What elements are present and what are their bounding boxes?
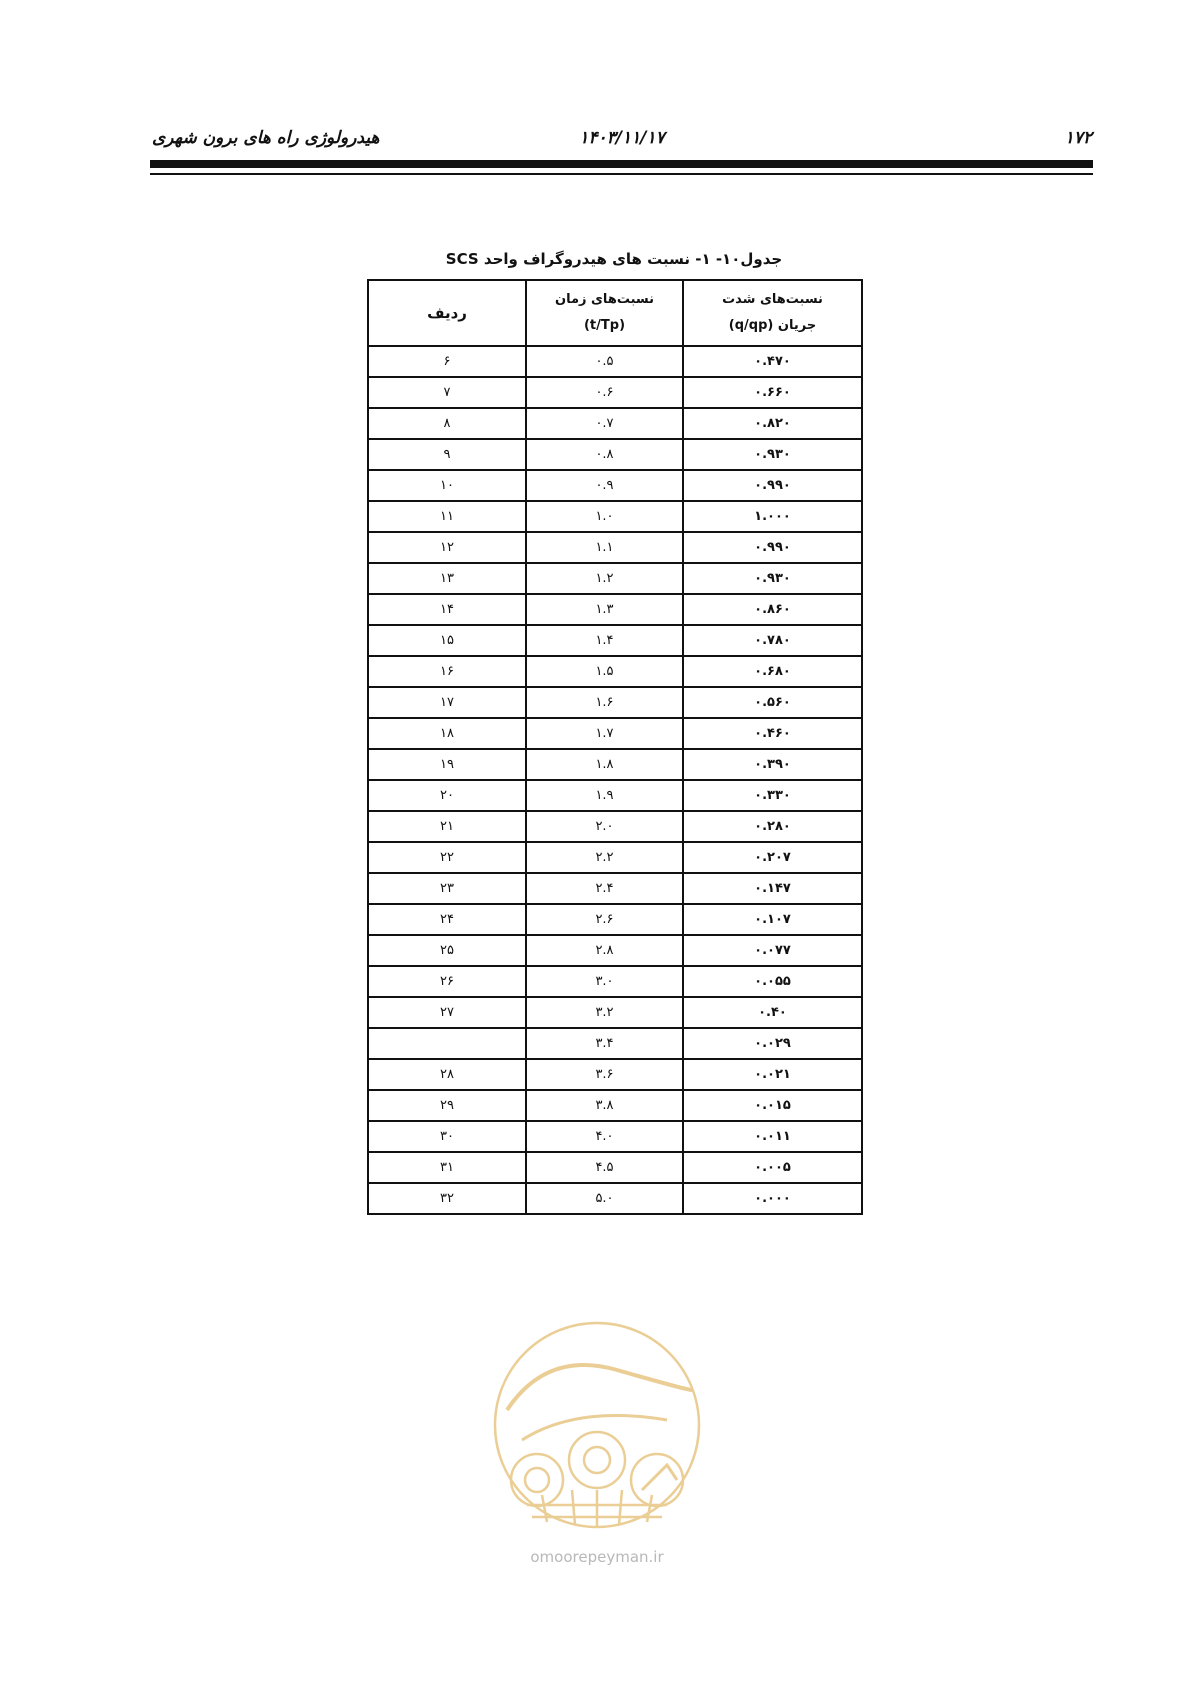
row-number-cell: ۷ <box>368 377 526 408</box>
flow-ratio-cell: ۰.۳۳۰ <box>683 780 862 811</box>
time-ratio-cell: ۱.۳ <box>526 594 683 625</box>
page-header <box>152 128 1092 158</box>
table-row <box>368 687 862 718</box>
time-ratio-cell: ۳.۸ <box>526 1090 683 1121</box>
flow-ratio-cell: ۱.۰۰۰ <box>683 501 862 532</box>
time-ratio-cell: ۴.۰ <box>526 1121 683 1152</box>
flow-ratio-cell: ۰.۶۸۰ <box>683 656 862 687</box>
flow-ratio-cell: ۰.۹۹۰ <box>683 470 862 501</box>
time-ratio-cell: ۱.۴ <box>526 625 683 656</box>
time-ratio-cell: ۱.۲ <box>526 563 683 594</box>
row-number-cell: ۱۹ <box>368 749 526 780</box>
time-ratio-cell: ۲.۸ <box>526 935 683 966</box>
header-time-line2: (t/Tp) <box>583 318 626 333</box>
time-ratio-cell: ۰.۸ <box>526 439 683 470</box>
row-number-cell: ۱۶ <box>368 656 526 687</box>
row-number-cell: ۲۷ <box>368 997 526 1028</box>
header-time-ratio <box>526 280 683 346</box>
row-number-cell: ۱۸ <box>368 718 526 749</box>
table-row <box>368 780 862 811</box>
time-ratio-cell: ۱.۰ <box>526 501 683 532</box>
row-number-cell: ۱۳ <box>368 563 526 594</box>
omoorepeyman-seal-logo <box>487 1310 707 1570</box>
table-row <box>368 439 862 470</box>
table-body <box>368 346 862 1214</box>
header-row-number: ردیف <box>368 280 526 346</box>
time-ratio-cell: ۱.۵ <box>526 656 683 687</box>
page-number: ۱۷۲ <box>1064 128 1092 148</box>
row-number-cell: ۱۴ <box>368 594 526 625</box>
row-number-cell: ۱۰ <box>368 470 526 501</box>
time-ratio-cell: ۴.۵ <box>526 1152 683 1183</box>
time-ratio-cell: ۲.۴ <box>526 873 683 904</box>
table-row <box>368 1028 862 1059</box>
time-ratio-cell: ۰.۵ <box>526 346 683 377</box>
table-row <box>368 625 862 656</box>
table-row <box>368 377 862 408</box>
table-caption: جدول۱۰- ۱- نسبت های هیدروگراف واحد SCS <box>445 250 783 268</box>
header-rule-thin <box>150 173 1093 175</box>
time-ratio-cell: ۱.۷ <box>526 718 683 749</box>
table-row <box>368 873 862 904</box>
table-row <box>368 1121 862 1152</box>
time-ratio-cell: ۲.۰ <box>526 811 683 842</box>
flow-ratio-cell: ۰.۳۹۰ <box>683 749 862 780</box>
flow-ratio-cell: ۰.۴۰ <box>683 997 862 1028</box>
header-rule-thick <box>150 160 1093 168</box>
flow-ratio-cell: ۰.۲۰۷ <box>683 842 862 873</box>
row-number-cell: ۳۰ <box>368 1121 526 1152</box>
header-flow-line2: جریان (q/qp) <box>728 318 817 333</box>
row-number-cell: ۲۴ <box>368 904 526 935</box>
flow-ratio-cell: ۰.۰۱۱ <box>683 1121 862 1152</box>
flow-ratio-cell: ۰.۷۸۰ <box>683 625 862 656</box>
table-row <box>368 1059 862 1090</box>
time-ratio-cell: ۰.۶ <box>526 377 683 408</box>
table-row <box>368 997 862 1028</box>
time-ratio-cell: ۳.۰ <box>526 966 683 997</box>
flow-ratio-cell: ۰.۲۸۰ <box>683 811 862 842</box>
row-number-cell: ۱۱ <box>368 501 526 532</box>
table-row <box>368 1183 862 1214</box>
time-ratio-cell: ۲.۶ <box>526 904 683 935</box>
table-row <box>368 470 862 501</box>
flow-ratio-cell: ۰.۹۳۰ <box>683 563 862 594</box>
row-number-cell: ۹ <box>368 439 526 470</box>
book-title: هیدرولوژی راه های برون شهری <box>152 128 380 148</box>
time-ratio-cell: ۳.۶ <box>526 1059 683 1090</box>
row-number-cell: ۲۵ <box>368 935 526 966</box>
flow-ratio-cell: ۰.۰۷۷ <box>683 935 862 966</box>
header-flow-ratio <box>683 280 862 346</box>
table-row <box>368 935 862 966</box>
flow-ratio-cell: ۰.۶۶۰ <box>683 377 862 408</box>
table-row <box>368 1090 862 1121</box>
flow-ratio-cell: ۰.۰۰۵ <box>683 1152 862 1183</box>
row-number-cell: ۲۲ <box>368 842 526 873</box>
row-number-cell: ۳۱ <box>368 1152 526 1183</box>
row-number-cell: ۱۷ <box>368 687 526 718</box>
table-row <box>368 1152 862 1183</box>
row-number-cell <box>368 1028 526 1059</box>
flow-ratio-cell: ۰.۰۲۱ <box>683 1059 862 1090</box>
time-ratio-cell: ۱.۹ <box>526 780 683 811</box>
flow-ratio-cell: ۰.۹۹۰ <box>683 532 862 563</box>
table-row <box>368 811 862 842</box>
flow-ratio-cell: ۰.۰۰۰ <box>683 1183 862 1214</box>
flow-ratio-cell: ۰.۱۰۷ <box>683 904 862 935</box>
row-number-cell: ۲۶ <box>368 966 526 997</box>
row-number-cell: ۱۲ <box>368 532 526 563</box>
time-ratio-cell: ۲.۲ <box>526 842 683 873</box>
table-row <box>368 346 862 377</box>
flow-ratio-cell: ۰.۸۲۰ <box>683 408 862 439</box>
row-number-cell: ۶ <box>368 346 526 377</box>
table-row <box>368 966 862 997</box>
table-row <box>368 563 862 594</box>
row-number-cell: ۸ <box>368 408 526 439</box>
time-ratio-cell: ۵.۰ <box>526 1183 683 1214</box>
flow-ratio-cell: ۰.۹۳۰ <box>683 439 862 470</box>
table-row <box>368 749 862 780</box>
row-number-cell: ۲۳ <box>368 873 526 904</box>
flow-ratio-cell: ۰.۱۴۷ <box>683 873 862 904</box>
table-header-row <box>368 280 862 346</box>
table-row <box>368 408 862 439</box>
time-ratio-cell: ۳.۲ <box>526 997 683 1028</box>
time-ratio-cell: ۰.۹ <box>526 470 683 501</box>
row-number-cell: ۲۰ <box>368 780 526 811</box>
flow-ratio-cell: ۰.۸۶۰ <box>683 594 862 625</box>
row-number-cell: ۲۸ <box>368 1059 526 1090</box>
row-number-cell: ۲۹ <box>368 1090 526 1121</box>
header-flow-line1: نسبت‌های شدت <box>722 292 823 307</box>
scs-ratio-table <box>367 279 863 1215</box>
time-ratio-cell: ۱.۶ <box>526 687 683 718</box>
flow-ratio-cell: ۰.۰۲۹ <box>683 1028 862 1059</box>
watermark-url: omoorepeyman.ir <box>530 1548 664 1566</box>
row-number-cell: ۱۵ <box>368 625 526 656</box>
table-row <box>368 718 862 749</box>
table-row <box>368 904 862 935</box>
time-ratio-cell: ۱.۱ <box>526 532 683 563</box>
table-row <box>368 842 862 873</box>
time-ratio-cell: ۰.۷ <box>526 408 683 439</box>
header-time-line1: نسبت‌های زمان <box>554 292 655 307</box>
table-row <box>368 532 862 563</box>
header-date: ۱۴۰۳/۱۱/۱۷ <box>579 128 665 148</box>
flow-ratio-cell: ۰.۰۵۵ <box>683 966 862 997</box>
table-row <box>368 594 862 625</box>
row-number-cell: ۲۱ <box>368 811 526 842</box>
table-row <box>368 501 862 532</box>
flow-ratio-cell: ۰.۵۶۰ <box>683 687 862 718</box>
time-ratio-cell: ۱.۸ <box>526 749 683 780</box>
flow-ratio-cell: ۰.۰۱۵ <box>683 1090 862 1121</box>
row-number-cell: ۳۲ <box>368 1183 526 1214</box>
flow-ratio-cell: ۰.۴۷۰ <box>683 346 862 377</box>
flow-ratio-cell: ۰.۴۶۰ <box>683 718 862 749</box>
table-row <box>368 656 862 687</box>
time-ratio-cell: ۳.۴ <box>526 1028 683 1059</box>
